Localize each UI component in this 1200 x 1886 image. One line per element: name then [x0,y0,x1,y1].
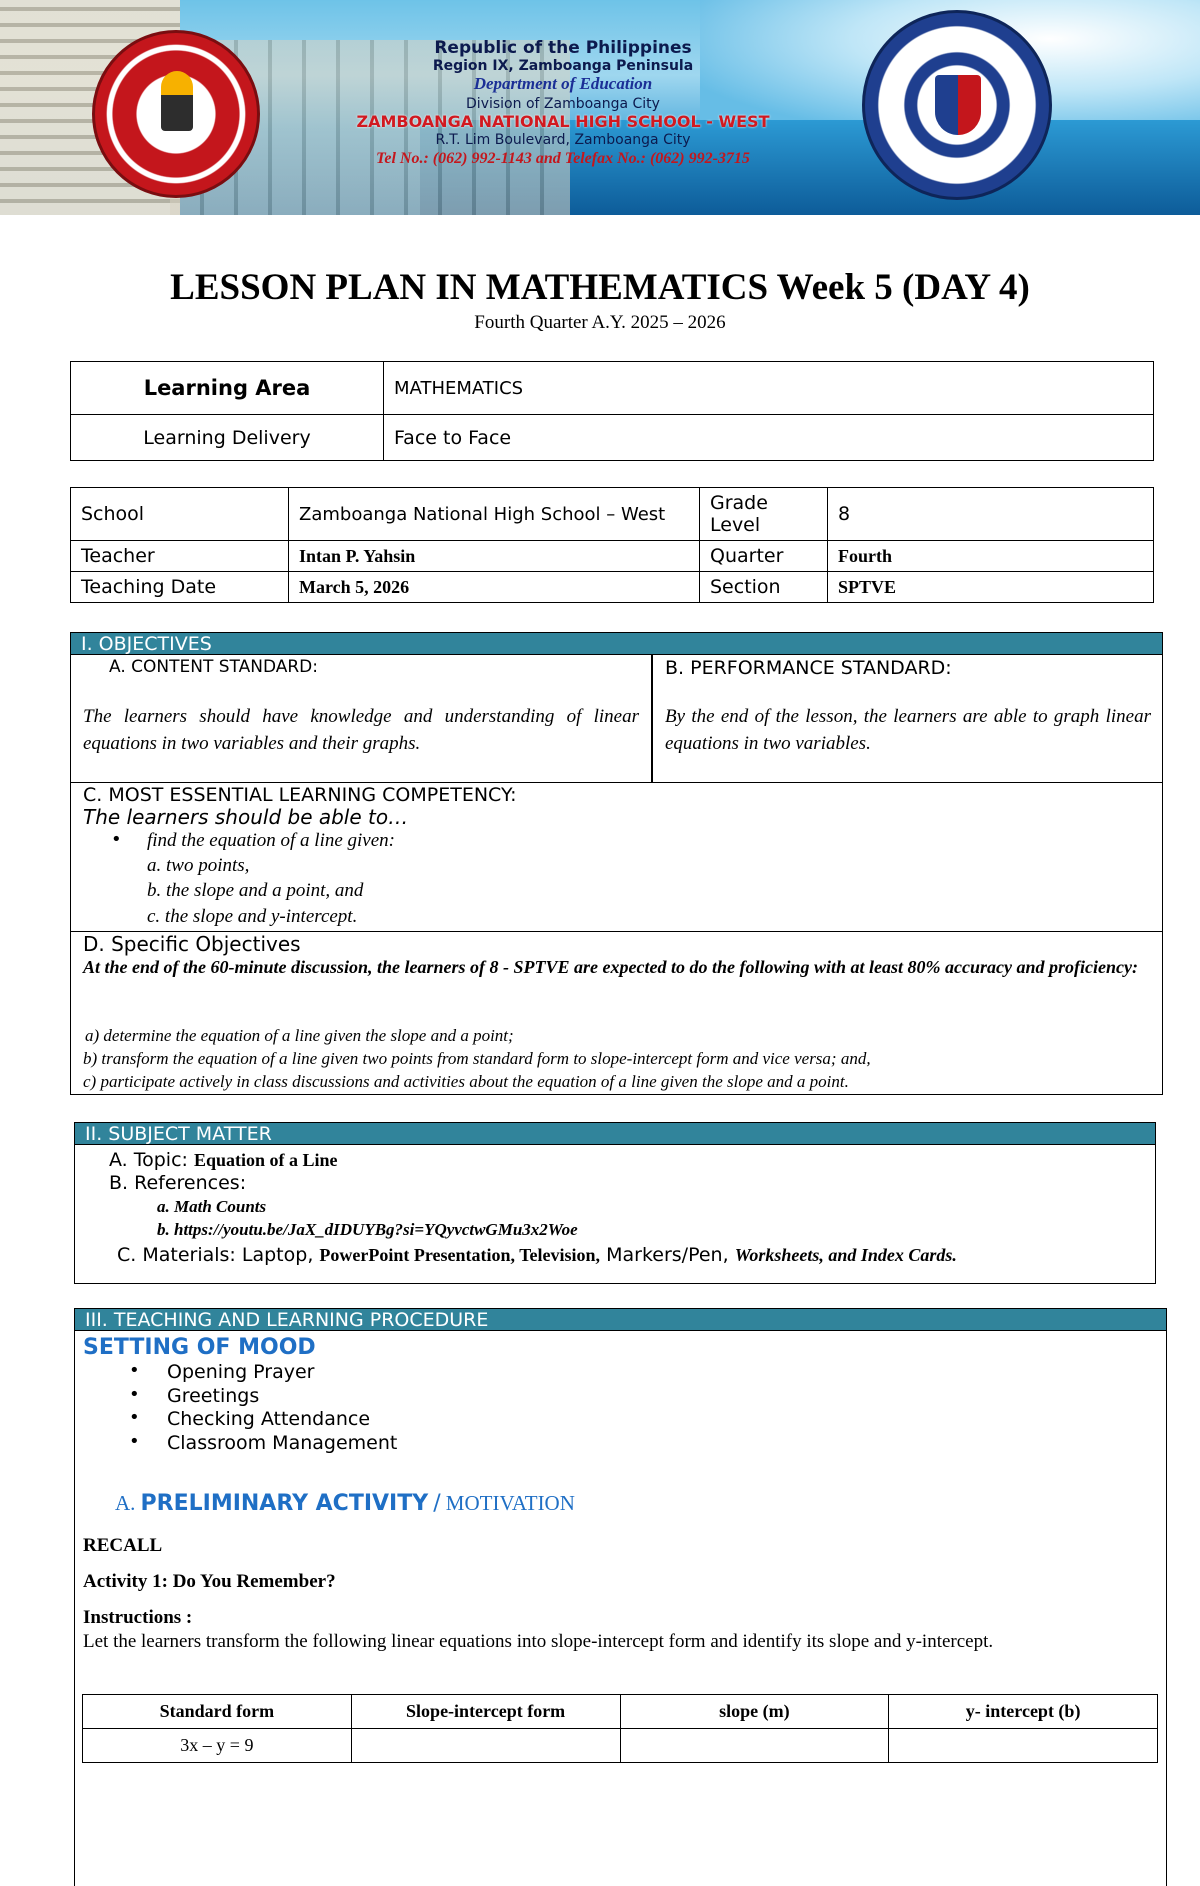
table-cell-slope[interactable] [620,1729,889,1763]
preliminary-sep: / [433,1491,441,1516]
instructions-label: Instructions : [83,1607,193,1628]
materials-rest: Worksheets, and Index Cards. [734,1245,957,1265]
school-label: School [71,488,289,541]
deped-seal [862,10,1052,200]
teacher-value: Intan P. Yahsin [289,541,700,572]
materials-markers: Markers/Pen, [606,1244,729,1266]
page-title: LESSON PLAN IN MATHEMATICS Week 5 (DAY 4) [170,267,1030,308]
melc-box [70,782,1163,932]
objectives-heading: I. OBJECTIVES [70,632,1163,655]
standards-box [70,654,1163,783]
performance-standard-text: By the end of the lesson, the learners are able to graph linear equations in two variables. [665,706,1151,754]
table-cell-standard: 3x – y = 9 [83,1729,352,1763]
activity-title: Activity 1: Do You Remember? [83,1571,336,1592]
table-header-standard: Standard form [83,1695,352,1729]
specific-objective-c: c) participate actively in class discussions and activities about the equation of a line given the slope and a point. [83,1072,849,1091]
mood-item-prayer: Opening Prayer [167,1361,315,1383]
table-row [83,1729,1158,1763]
table-header-slope-intercept: Slope-intercept form [351,1695,620,1729]
preliminary-heading [115,1491,575,1516]
materials-ppt: PowerPoint Presentation, Television, [319,1245,601,1265]
learning-area-value: MATHEMATICS [384,362,1154,415]
quarter-label: Quarter [700,541,828,572]
materials-laptop: Laptop, [241,1244,314,1266]
header-address: R.T. Lim Boulevard, Zamboanga City [435,132,691,148]
info-table-2 [70,487,1154,603]
instructions-text: Let the learners transform the following linear equations into slope-intercept form and identify its slope and y-intercept. [83,1631,994,1652]
preliminary-motivation: MOTIVATION [445,1491,575,1515]
content-standard-text: The learners should have knowledge and understanding of linear equations in two variables and their graphs. [83,706,639,754]
school-logo [92,30,260,198]
quarter-value: Fourth [828,541,1154,572]
mood-item-management: Classroom Management [167,1432,398,1454]
standards-divider [651,655,653,782]
grade-level-value: 8 [828,488,1154,541]
teaching-date-value: March 5, 2026 [289,572,700,603]
school-value: Zamboanga National High School – West [289,488,700,541]
references-label: B. References: [109,1172,247,1194]
header-region: Region IX, Zamboanga Peninsula [432,58,694,74]
header-contact: Tel No.: (062) 992-1143 and Telefax No.: (062) 992-3715 [376,150,750,167]
bullet-icon: • [111,829,122,850]
specific-objective-a: a) determine the equation of a line given the slope and a point; [85,1026,514,1045]
table-header-y-intercept: y- intercept (b) [889,1695,1158,1729]
teacher-label: Teacher [71,541,289,572]
reference-b-link[interactable]: b. https://youtu.be/JaX_dIDUYBg?si=YQyvctwGMu3x2Woe [157,1220,578,1239]
shield-icon [935,75,981,135]
bullet-icon: • [129,1431,140,1452]
procedure-heading: III. TEACHING AND LEARNING PROCEDURE [74,1308,1167,1331]
section-value: SPTVE [828,572,1154,603]
header-division: Division of Zamboanga City [466,96,660,112]
header-school: ZAMBOANGA NATIONAL HIGH SCHOOL - WEST [356,112,770,131]
melc-label: C. MOST ESSENTIAL LEARNING COMPETENCY: [83,784,517,806]
mood-item-greetings: Greetings [167,1385,260,1407]
melc-item-b: b. the slope and a point, and [147,880,364,901]
setting-mood-heading: SETTING OF MOOD [83,1335,316,1360]
bullet-icon: • [129,1384,140,1405]
specific-objectives-intro: At the end of the 60-minute discussion, the learners of 8 - SPTVE are expected to do the following with at least 80% accuracy and proficiency: [83,957,1138,977]
info-table-1 [70,361,1154,461]
header-banner [0,0,1200,215]
learning-delivery-value: Face to Face [384,415,1154,461]
recall-table [82,1694,1158,1763]
topic-line [109,1149,338,1171]
materials-line [117,1244,957,1266]
materials-label: C. Materials: [117,1244,236,1266]
subject-matter-box [74,1144,1156,1284]
procedure-box [74,1330,1167,1886]
melc-bullet: find the equation of a line given: [147,830,396,851]
melc-intro: The learners should be able to… [83,805,409,829]
header-republic: Republic of the Philippines [434,38,692,58]
table-header-slope: slope (m) [620,1695,889,1729]
subject-matter-heading: II. SUBJECT MATTER [74,1122,1156,1145]
table-cell-slope-intercept[interactable] [351,1729,620,1763]
torch-icon [161,71,193,131]
reference-a: a. Math Counts [157,1197,267,1216]
mood-item-attendance: Checking Attendance [167,1408,371,1430]
bullet-icon: • [129,1407,140,1428]
preliminary-letter: A. [115,1491,136,1515]
header-department: Department of Education [473,74,653,93]
page-subtitle: Fourth Quarter A.Y. 2025 – 2026 [474,312,726,333]
section-label: Section [700,572,828,603]
learning-delivery-label: Learning Delivery [71,415,384,461]
performance-standard-label: B. PERFORMANCE STANDARD: [665,657,952,679]
topic-value: Equation of a Line [193,1150,338,1170]
specific-objective-b: b) transform the equation of a line given two points from standard form to slope-intercept form and vice versa; and, [83,1049,871,1068]
preliminary-title: PRELIMINARY ACTIVITY [140,1491,429,1516]
learning-area-label: Learning Area [71,362,384,415]
specific-objectives-label: D. Specific Objectives [83,932,301,956]
specific-objectives-box [70,931,1163,1095]
recall-heading: RECALL [83,1535,163,1556]
bullet-icon: • [129,1360,140,1381]
table-cell-y-intercept[interactable] [889,1729,1158,1763]
melc-item-a: a. two points, [147,855,250,876]
grade-level-label: Grade Level [700,488,828,541]
teaching-date-label: Teaching Date [71,572,289,603]
melc-item-c: c. the slope and y-intercept. [147,906,358,927]
topic-label: A. Topic: [109,1149,188,1171]
content-standard-label: A. CONTENT STANDARD: [109,657,318,677]
